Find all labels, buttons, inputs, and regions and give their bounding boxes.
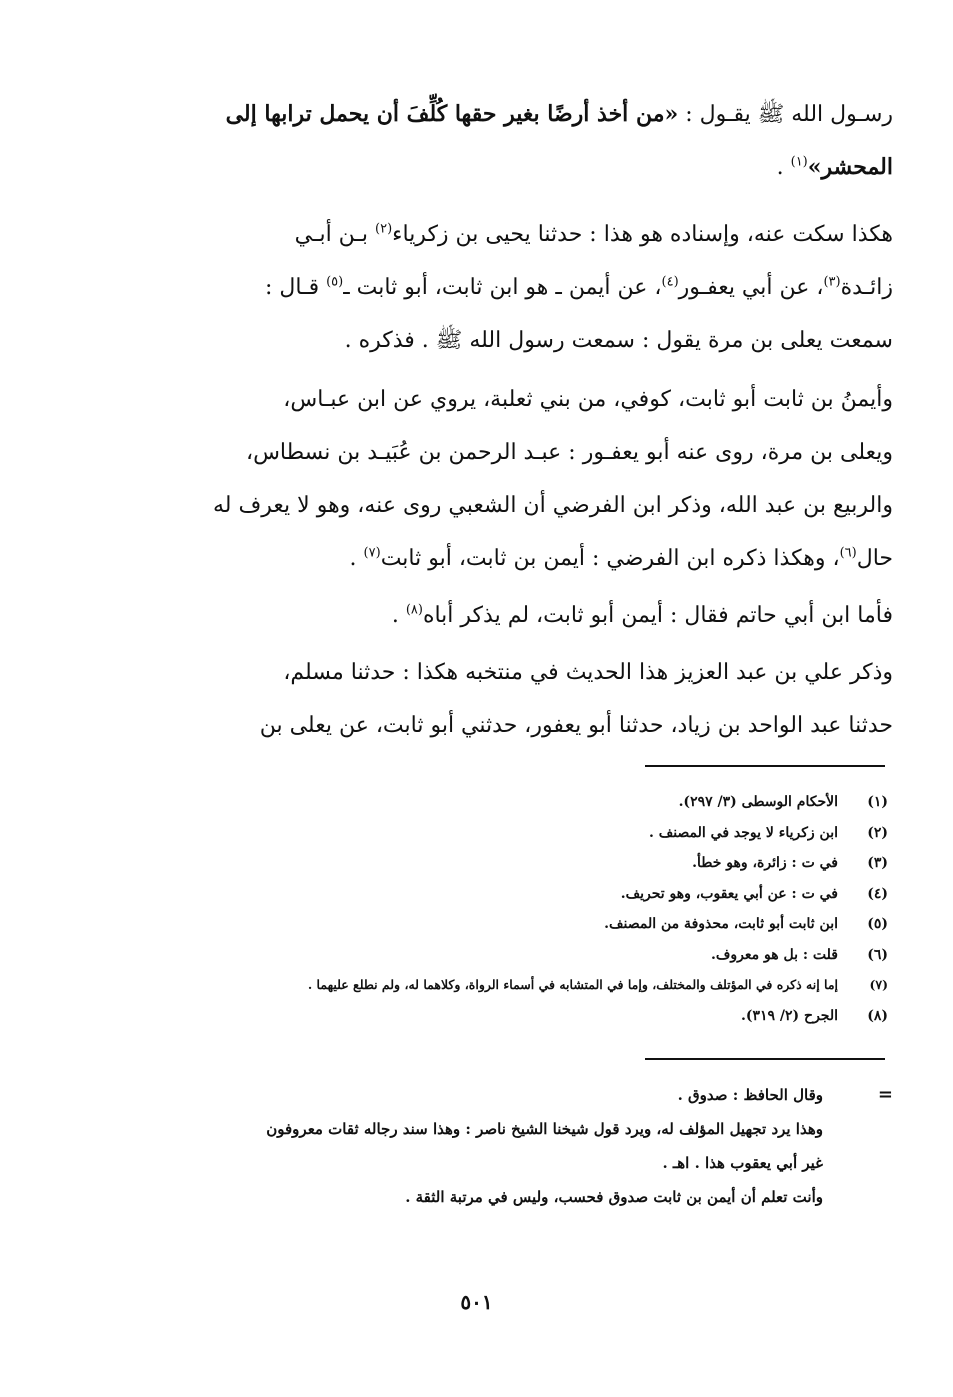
footnote-text: الجرح (٢/ ٣١٩). bbox=[740, 1007, 838, 1024]
footnote-ref: (٣) bbox=[823, 274, 841, 290]
footnote-item bbox=[188, 940, 888, 971]
footnote-text: في ت : زائرة، وهو خطأ. bbox=[692, 855, 838, 871]
footnote-item bbox=[188, 787, 888, 818]
paragraph-5-line-1: وذكر علي بن عبد العزيز هذا الحديث في منتخبه هكذا : حدثنا مسلم، bbox=[283, 660, 893, 685]
footnote-item bbox=[188, 818, 888, 849]
paragraph-2-line-3: سمعت يعلى بن مرة يقول : سمعت رسول الله ﷺ . فذكره . bbox=[344, 328, 893, 353]
paragraph-2-line-1 bbox=[181, 208, 893, 261]
footnote-text: قلت : بل هو معروف. bbox=[711, 946, 838, 963]
footnote-item bbox=[188, 970, 888, 1001]
paragraph-4-line-1 bbox=[181, 589, 893, 642]
footnote-number: (٤) bbox=[867, 885, 888, 902]
footnote-number: (١) bbox=[867, 794, 888, 810]
footnote-text: في ت : عن أبي يعقوب، وهو تحريف. bbox=[620, 885, 838, 902]
continuation-mark: = bbox=[877, 1084, 893, 1105]
footnote-number: (٨) bbox=[867, 1007, 888, 1024]
paragraph-1-line-2 bbox=[181, 141, 893, 194]
footnote-text: إما إنه ذكره في المؤتلف والمختلف، وإما في المتشابه في أسماء الرواة، وكلاهما له، ولم نطلع عليهما . bbox=[307, 977, 838, 992]
text-run: ، وهكذا ذكره ابن الفرضي : أيمن بن ثابت، أبو ثابت bbox=[380, 546, 840, 571]
text-run: هكذا سكت عنه، وإسناده هو هذا : حدثنا يحيى بن زكرياء bbox=[392, 222, 893, 247]
footnote-item bbox=[188, 879, 888, 910]
hadith-quote-end: المحشر» bbox=[807, 154, 893, 180]
editor-note-line: وقال الحافظ : صدوق . bbox=[677, 1086, 823, 1104]
editor-notes bbox=[173, 1078, 893, 1214]
editor-notes-separator bbox=[645, 1058, 885, 1060]
footnote-number: (٦) bbox=[867, 946, 888, 963]
text-run: حال bbox=[856, 546, 893, 571]
footnote-text: ابن زكرياء لا يوجد في المصنف . bbox=[648, 824, 838, 841]
footnote-ref: (٤) bbox=[661, 274, 679, 290]
editor-note-line: وهذا يرد تجهيل المؤلف له، ويرد قول شيخنا الشيخ ناصر : وهذا سند رجاله ثقات معروفون bbox=[266, 1120, 823, 1138]
main-text bbox=[181, 88, 893, 752]
text-run: . bbox=[349, 546, 364, 571]
footnote-item bbox=[188, 1001, 888, 1032]
text-run: زائـدة bbox=[840, 275, 893, 300]
footnote-number: (٥) bbox=[867, 916, 888, 932]
footnote-text: ابن ثابت أبو ثابت، محذوفة من المصنف. bbox=[604, 916, 838, 932]
footnote-item bbox=[188, 909, 888, 940]
text-run: فأما ابن أبي حاتم فقال : أيمن أبو ثابت، لم يذكر أباه bbox=[422, 603, 893, 628]
footnote-number: (٣) bbox=[867, 855, 888, 871]
page-number: ٥٠١ bbox=[460, 1290, 493, 1314]
footnote-separator bbox=[645, 765, 885, 767]
paragraph-5-line-2: حدثنا عبد الواحد بن زياد، حدثنا أبو يعفور، حدثني أبو ثابت، عن يعلى بن bbox=[259, 713, 893, 738]
paragraph-3-line-3: والربيع بن عبد الله، وذكر ابن الفرضي أن الشعبي روى عنه، وهو لا يعرف له bbox=[213, 493, 893, 518]
footnote-ref: (٧) bbox=[363, 545, 381, 561]
text-run: ، عن أيمن ـ هو ابن ثابت، أبو ثابت ـ bbox=[343, 275, 662, 300]
text-run: بـن أبـي bbox=[294, 222, 375, 247]
footnote-ref: (١) bbox=[790, 154, 808, 170]
paragraph-3-line-2: ويعلى بن مرة، روى عنه أبو يعفـور : عبـد الرحمن بن عُبَيـد بن نسطاس، bbox=[245, 440, 893, 465]
footnote-item bbox=[188, 848, 888, 879]
text-run: رسـول الله ﷺ يقـول : bbox=[678, 102, 893, 127]
footnote-ref: (٨) bbox=[405, 602, 423, 618]
text-run: . bbox=[776, 155, 791, 180]
paragraph-3-line-4 bbox=[181, 532, 893, 585]
text-run: ، عن أبي يعفـور bbox=[678, 275, 824, 300]
hadith-quote: «من أخذ أرضًا بغير حقها كُلِّفَ أن يحمل ترابها إلى bbox=[225, 101, 679, 127]
text-run: . bbox=[391, 603, 406, 628]
paragraph-2-line-2 bbox=[181, 261, 893, 314]
footnotes bbox=[188, 787, 888, 1031]
footnote-number: (٧) bbox=[869, 977, 888, 992]
footnote-ref: (٥) bbox=[326, 274, 344, 290]
footnote-text: الأحكام الوسطى (٣/ ٢٩٧). bbox=[678, 794, 838, 810]
text-run: قـال : bbox=[265, 275, 327, 300]
paragraph-3-line-1: وأيمنُ بن ثابت أبو ثابت، كوفي، من بني ثعلبة، يروي عن ابن عبـاس، bbox=[283, 387, 893, 412]
editor-note-line: وأنت تعلم أن أيمن بن ثابت صدوق فحسب، وليس في مرتبة الثقة . bbox=[405, 1188, 823, 1206]
footnote-number: (٢) bbox=[867, 824, 888, 841]
editor-note-line: غير أبي يعقوب هذا . اهـ . bbox=[662, 1154, 823, 1172]
paragraph-1-line-1 bbox=[181, 88, 893, 141]
footnote-ref: (٢) bbox=[375, 221, 393, 237]
footnote-ref: (٦) bbox=[839, 545, 857, 561]
